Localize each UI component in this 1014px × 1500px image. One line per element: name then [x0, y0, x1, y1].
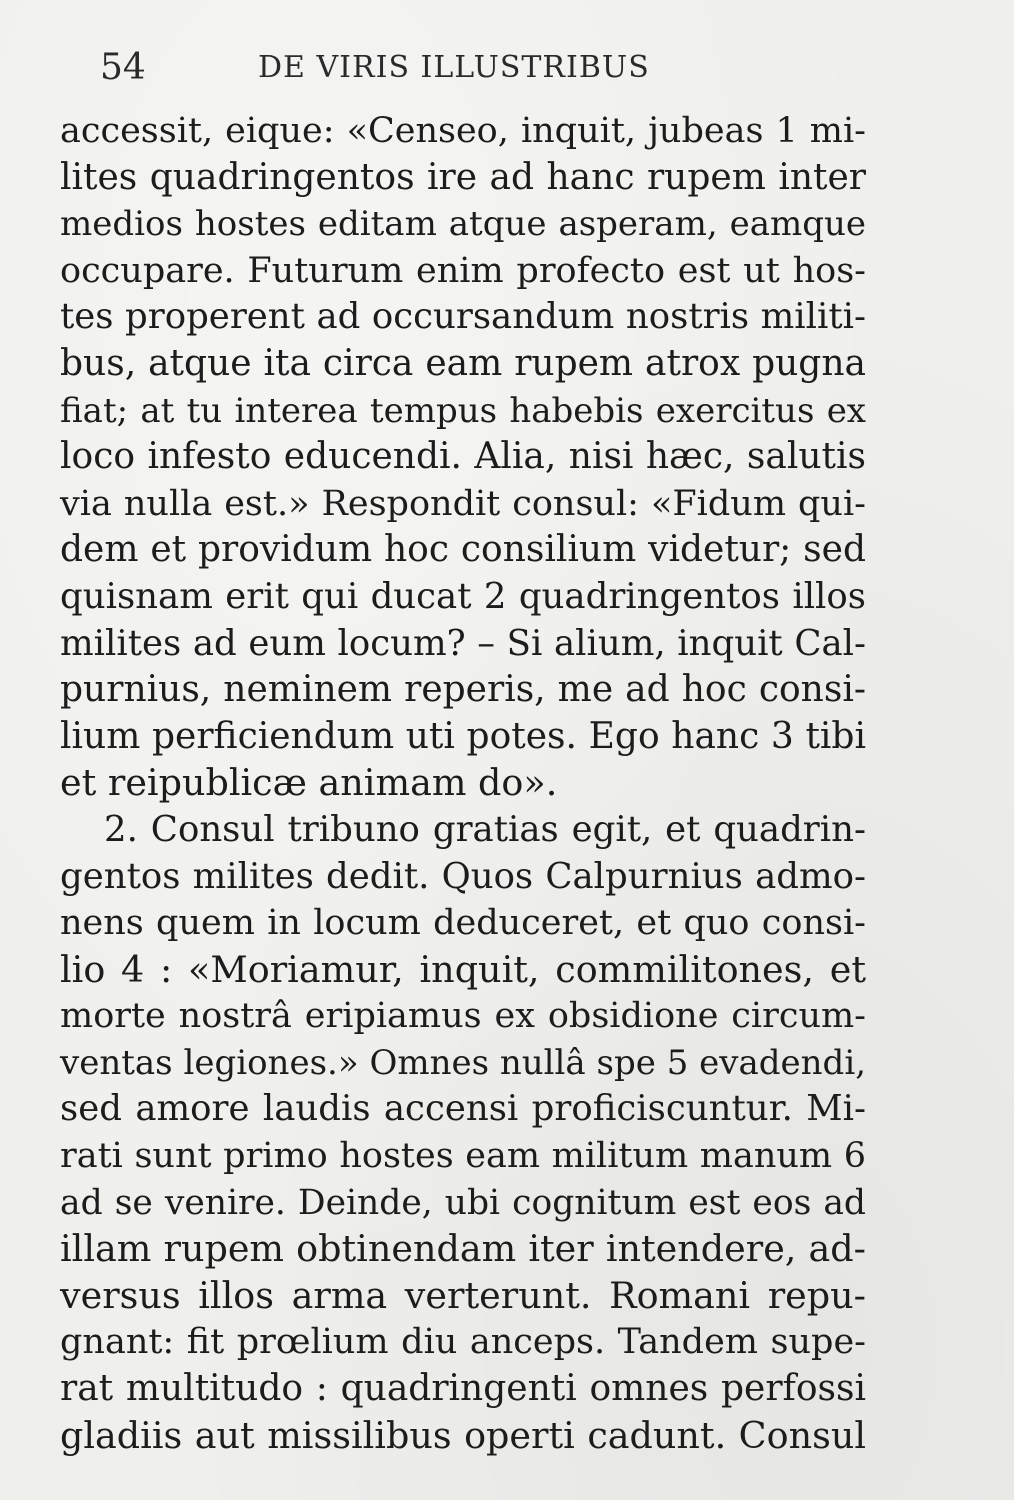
paragraph-end-line: et reipublicæ animam do». — [60, 761, 558, 805]
text-line: via nulla est.» Respondit consul: «Fidum qui- — [60, 483, 866, 524]
text-line: ad se venire. Deinde, ubi cognitum est eos ad — [60, 1182, 866, 1223]
text-line: lio 4 : «Moriamur, inquit, commilitones, et — [60, 947, 866, 991]
text-line: loco infesto educendi. Alia, nisi hæc, salutis — [60, 436, 866, 478]
text-line: dem et providum hoc consilium videtur; sed — [60, 529, 866, 571]
text-line: rat multitudo : quadringenti omnes perfossi — [60, 1368, 866, 1410]
text-line: lites quadringentos ire ad hanc rupem inter — [60, 156, 866, 198]
text-line: nens quem in locum deduceret, et quo consi- — [60, 903, 866, 944]
text-line: medios hostes editam atque asperam, eamque — [60, 204, 866, 245]
text-line: illam rupem obtinendam iter intendere, ad- — [60, 1227, 866, 1271]
text-line: lium perficiendum uti potes. Ego hanc 3 tibi — [60, 715, 866, 757]
text-line: accessit, eique: «Censeo, inquit, jubeas 1 mi- — [60, 111, 866, 151]
text-line: versus illos arma verterunt. Romani repu- — [60, 1273, 866, 1317]
text-line: gladiis aut missilibus operti cadunt. Consul — [60, 1413, 866, 1457]
text-line: ventas legiones.» Omnes nullâ spe 5 evadendi, — [60, 1042, 866, 1083]
text-line: sed amore laudis accensi proficiscuntur. Mi- — [60, 1088, 866, 1130]
text-line: tes properent ad occursandum nostris militi- — [60, 296, 866, 338]
text-line: quisnam erit qui ducat 2 quadringentos illos — [60, 575, 866, 617]
text-line: occupare. Futurum enim profecto est ut hos- — [60, 250, 866, 291]
body-text — [60, 108, 866, 1459]
text-line: gnant: fit prœlium diu anceps. Tandem supe- — [60, 1322, 866, 1363]
text-line: morte nostrâ eripiamus ex obsidione circum- — [60, 996, 866, 1037]
text-line: purnius, neminem reperis, me ad hoc consi- — [60, 669, 866, 711]
text-line: milites ad eum locum? – Si alium, inquit Cal- — [60, 622, 866, 664]
text-line: rati sunt primo hostes eam militum manum 6 — [60, 1136, 866, 1177]
paragraph-start-line: 2. Consul tribuno gratias egit, et quadrin- — [104, 808, 866, 850]
text-line: bus, atque ita circa eam rupem atrox pugna — [60, 342, 866, 384]
page-header — [100, 44, 662, 92]
text-line: gentos milites dedit. Quos Calpurnius admo- — [60, 855, 866, 897]
text-line: fiat; at tu interea tempus habebis exercitus ex — [60, 390, 866, 431]
page-number: 54 — [100, 47, 146, 88]
running-title: DE VIRIS ILLUSTRIBUS — [258, 50, 650, 85]
